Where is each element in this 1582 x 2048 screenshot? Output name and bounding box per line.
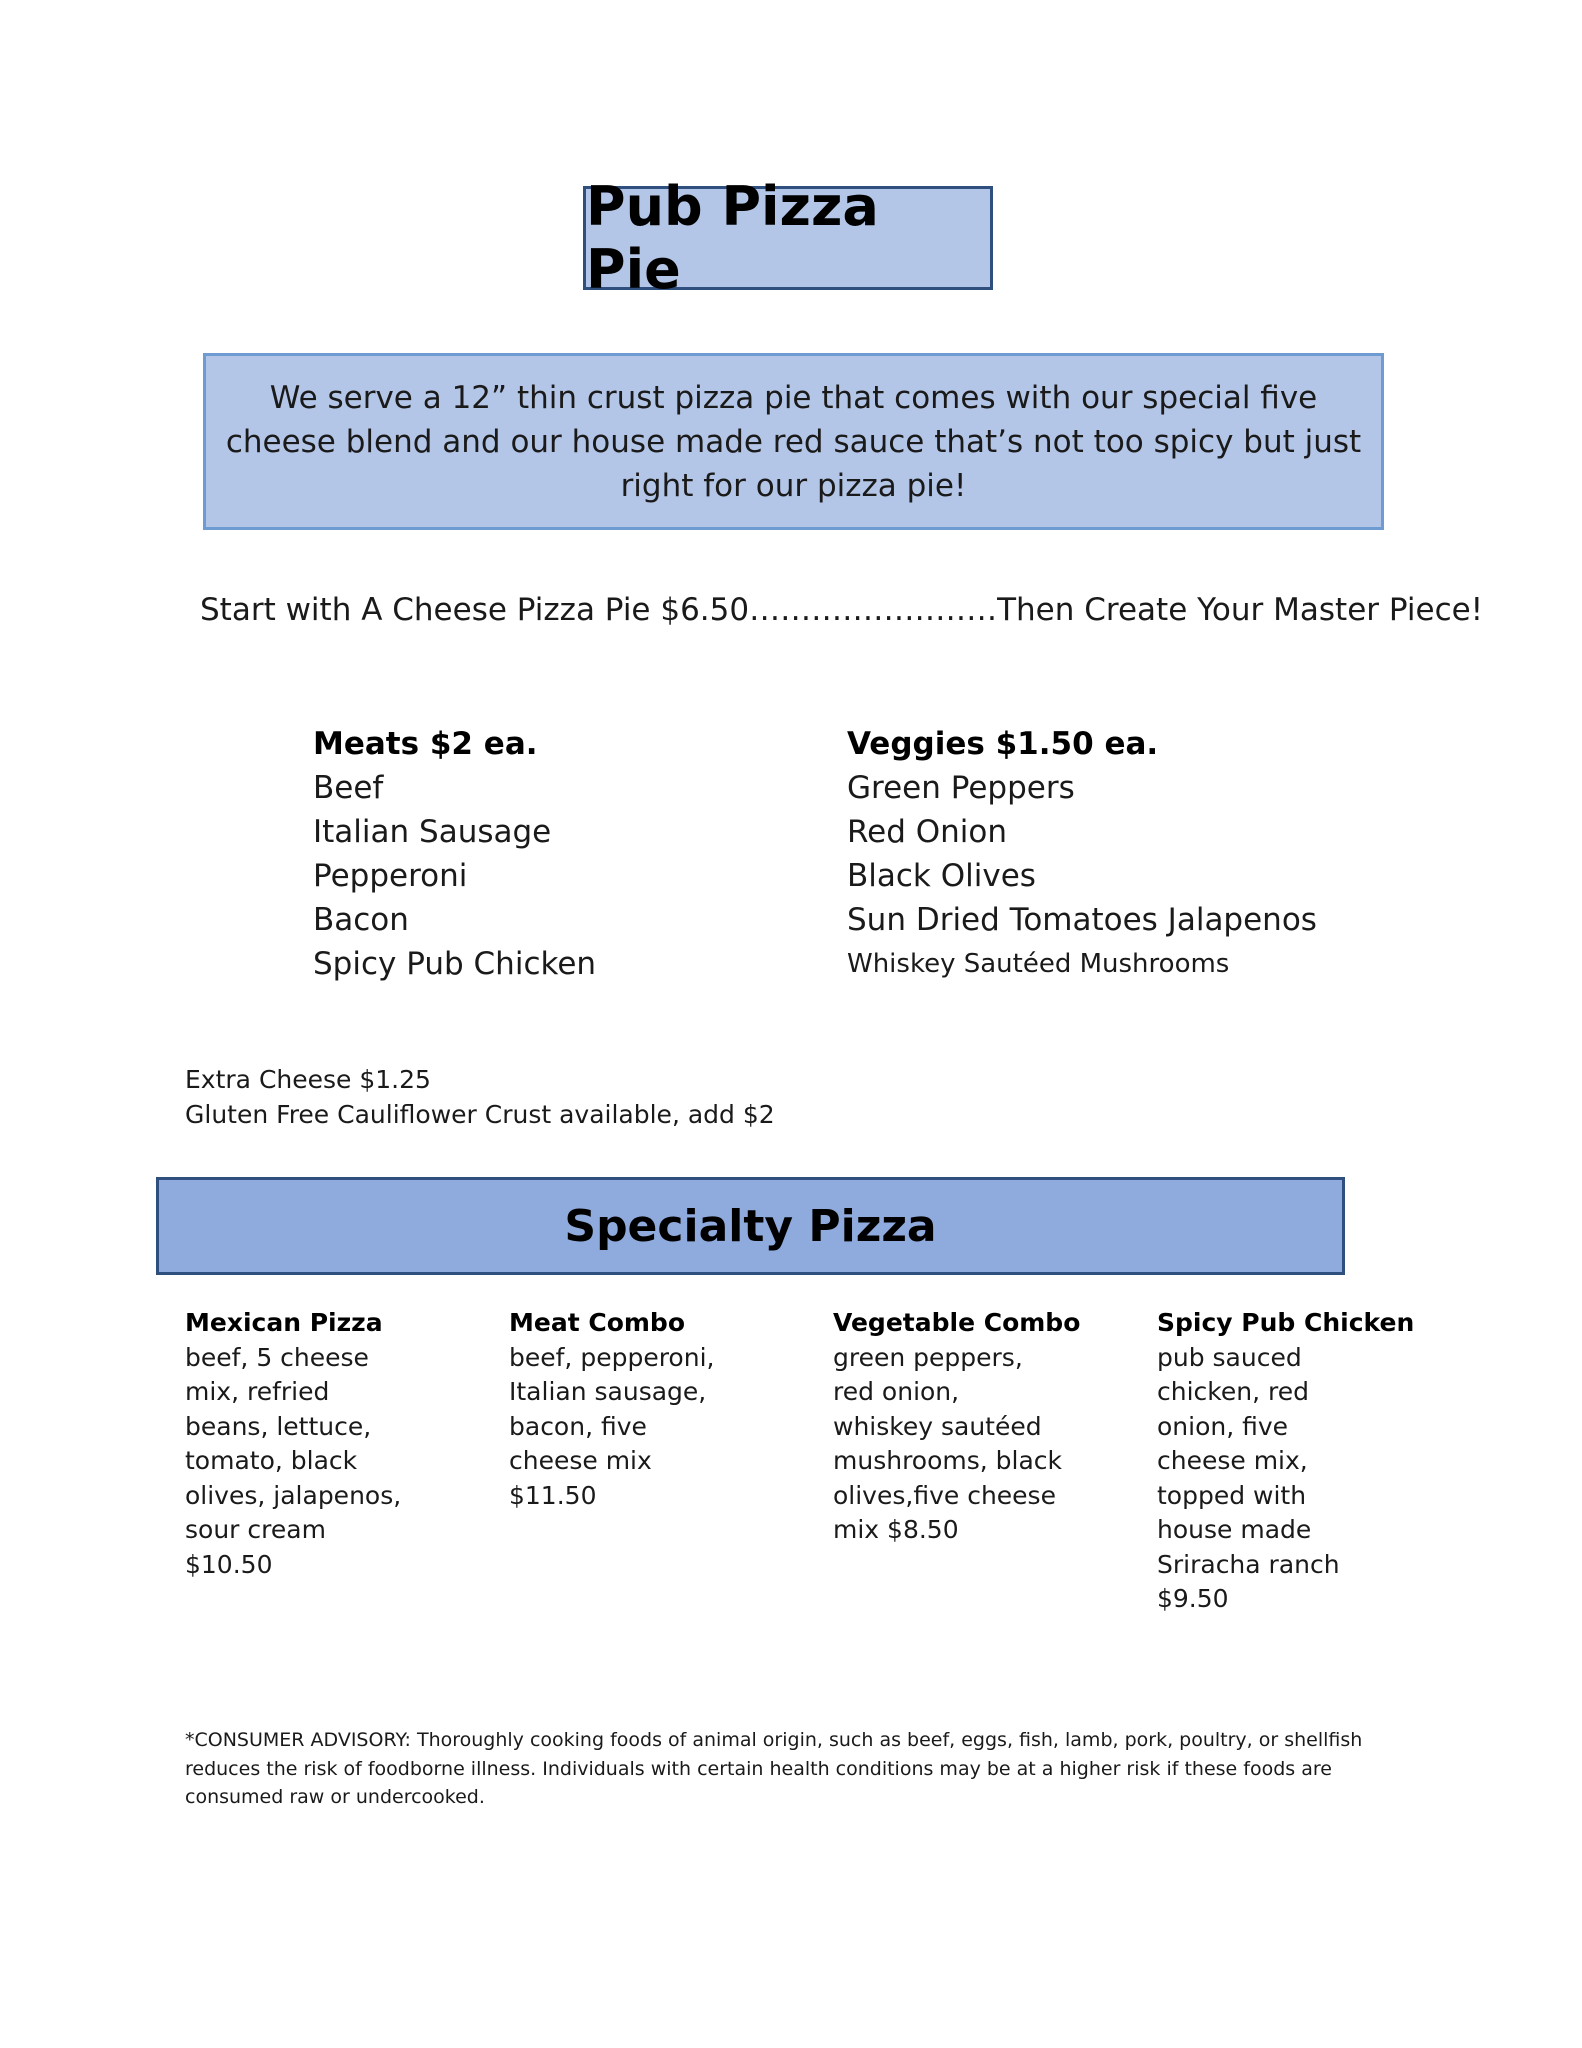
page-title: Pub Pizza Pie bbox=[583, 186, 993, 290]
pizza-name: Mexican Pizza bbox=[185, 1308, 383, 1337]
extra-item: Gluten Free Cauliflower Crust available, add $2 bbox=[185, 1100, 775, 1129]
meat-item: Bacon bbox=[313, 902, 409, 938]
meat-item: Spicy Pub Chicken bbox=[313, 946, 597, 982]
consumer-advisory: *CONSUMER ADVISORY: Thoroughly cooking foods of animal origin, such as beef, eggs, fish, lamb, pork, poultry, or shellfish reduces the risk of foodborne illness. Individuals with certain health conditions may be at a higher risk if these foods are consumed raw or undercooked. bbox=[185, 1729, 1363, 1808]
specialty-pizza-meat-combo bbox=[509, 1306, 739, 1513]
pizza-description: beef, 5 cheese mix, refried beans, lettuce, tomato, black olives, jalapenos, sour cream $10.50 bbox=[185, 1342, 402, 1579]
pizza-description: pub sauced chicken, red onion, five cheese mix, topped with house made Sriracha ranch $9.50 bbox=[1157, 1342, 1340, 1613]
pizza-name: Vegetable Combo bbox=[833, 1308, 1081, 1337]
veggie-item: Sun Dried Tomatoes Jalapenos bbox=[847, 902, 1317, 938]
meats-list bbox=[313, 722, 596, 986]
veggie-item: Black Olives bbox=[847, 858, 1036, 894]
veggies-list bbox=[847, 722, 1317, 986]
pizza-name: Meat Combo bbox=[509, 1308, 686, 1337]
meats-heading: Meats $2 ea. bbox=[313, 726, 538, 762]
specialty-pizza-vegetable-combo bbox=[833, 1306, 1081, 1548]
extra-item: Extra Cheese $1.25 bbox=[185, 1065, 431, 1094]
base-pizza-price-line: Start with A Cheese Pizza Pie $6.50……………………Then Create Your Master Piece! bbox=[200, 592, 1484, 628]
intro-text: We serve a 12” thin crust pizza pie that comes with our special five cheese blend and our house made red sauce that’s not too spicy but just right for our pizza pie! bbox=[203, 353, 1384, 530]
meat-item: Beef bbox=[313, 770, 384, 806]
pizza-description: green peppers, red onion, whiskey sautéed mushrooms, black olives,five cheese mix $8.50 bbox=[833, 1342, 1063, 1544]
specialty-heading: Specialty Pizza bbox=[156, 1177, 1345, 1275]
veggies-heading: Veggies $1.50 ea. bbox=[847, 726, 1159, 762]
pizza-name: Spicy Pub Chicken bbox=[1157, 1308, 1415, 1337]
veggie-item: Red Onion bbox=[847, 814, 1008, 850]
extras-list bbox=[185, 1062, 775, 1132]
meat-item: Italian Sausage bbox=[313, 814, 552, 850]
meat-item: Pepperoni bbox=[313, 858, 468, 894]
veggie-item: Whiskey Sautéed Mushrooms bbox=[847, 949, 1230, 979]
specialty-pizza-mexican bbox=[185, 1306, 415, 1582]
specialty-pizza-spicy-pub-chicken bbox=[1157, 1306, 1415, 1617]
pizza-description: beef, pepperoni, Italian sausage, bacon, five cheese mix $11.50 bbox=[509, 1342, 715, 1510]
veggie-item: Green Peppers bbox=[847, 770, 1075, 806]
